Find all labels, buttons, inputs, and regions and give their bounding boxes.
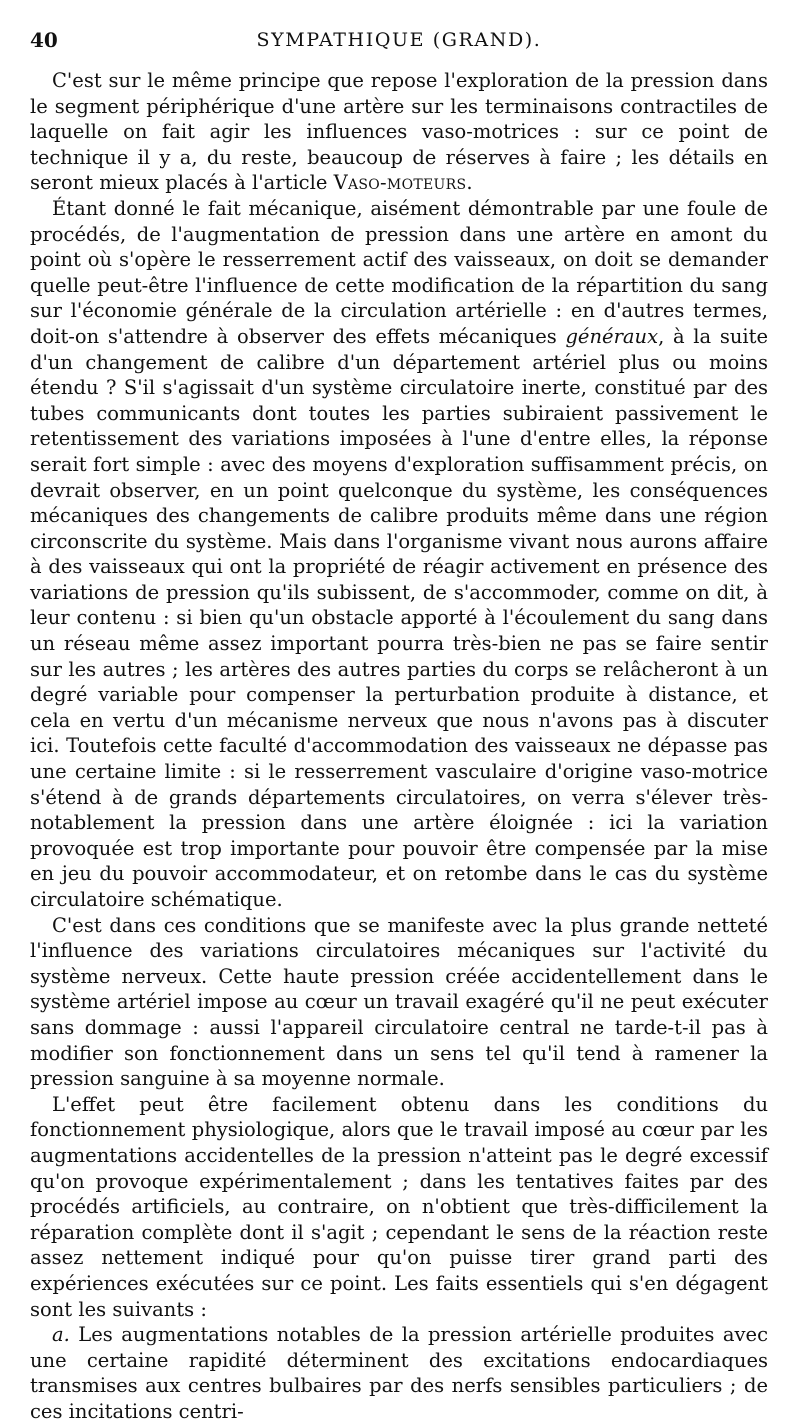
- document-page: [30, 28, 768, 1424]
- paragraph-4: L'effet peut être facilement obtenu dans les conditions du fonctionnement physiologique, alors que le travail imposé au cœur par les augmentations accidentelles de la pression n'atteint pas le degré excessif qu'on provoque expérimentalement ; dans les tentatives faites par des procédés artificiels, au contraire, on n'obtient que très-difficilement la réparation complète dont il s'agit ; cependant le sens de la réaction reste assez nettement indiqué pour qu'on puisse tirer grand parti des expériences exécutées sur ce point. Les faits essentiels qui s'en dégagent sont les suivants :: [30, 1092, 768, 1321]
- page-header: [30, 28, 768, 56]
- paragraph-2: [30, 196, 768, 913]
- paragraph-1-end: .: [466, 171, 473, 195]
- paragraph-2-text: Étant donné le fait mécanique, aisément démontrable par une foule de procédés, de l'augmentation de pression dans une artère en amont du point où s'opère le resserrement actif des vaisseaux, on doit se demander quelle peut-être l'influence de cette modification de la répartition du sang sur l'économie générale de la circulation artérielle : en d'autres termes, doit-on s'attendre à observer des effets mécaniques: [30, 196, 768, 348]
- list-label: a.: [52, 1323, 70, 1347]
- body-text: [30, 68, 768, 1424]
- article-reference: Vaso-moteurs: [333, 171, 467, 195]
- paragraph-3: C'est dans ces conditions que se manifeste avec la plus grande netteté l'influence des variations circulatoires mécaniques sur l'activité du système nerveux. Cette haute pression créée accidentellement dans le système artériel impose au cœur un travail exagéré qu'il ne peut exécuter sans dommage : aussi l'appareil circulatoire central ne tarde-t-il pas à modifier son fonctionnement dans un sens tel qu'il tend à ramener la pression sanguine à sa moyenne normale.: [30, 913, 768, 1091]
- page-number: 40: [30, 28, 58, 52]
- paragraph-1-text: C'est sur le même principe que repose l'exploration de la pression dans le segment périphérique d'une artère sur les terminaisons contractiles de laquelle on fait agir les influences vaso-motrices : sur ce point de technique il y a, du reste, beaucoup de réserves à faire ; les détails en seront mieux placés à l'article: [30, 69, 768, 195]
- paragraph-5: [30, 1322, 768, 1424]
- italic-term: généraux: [565, 324, 659, 348]
- paragraph-2-continuation: , à la suite d'un changement de calibre d'un département artériel plus ou moins étendu ? S'il s'agissait d'un système circulatoire inerte, constitué par des tubes communicants dont toutes les parties subiraient passivement le retentissement des variations imposées à l'une d'entre elles, la réponse serait fort simple : avec des moyens d'exploration suffisamment précis, on devrait observer, en un point quelconque du système, les conséquences mécaniques des changements de calibre produits même dans une région circonscrite du système. Mais dans l'organisme vivant nous aurons affaire à des vaisseaux qui ont la propriété de réagir activement en présence des variations de pression qu'ils subissent, de s'accommoder, comme on dit, à leur contenu : si bien qu'un obstacle apporté à l'écoulement du sang dans un réseau même assez important pourra très-bien ne pas se faire sentir sur les autres ; les artères des autres parties du corps se relâcheront à un degré variable pour compenser la perturbation produite à distance, et cela en vertu d'un mécanisme nerveux que nous n'avons pas à discuter ici. Toutefois cette faculté d'accommodation des vaisseaux ne dépasse pas une certaine limite : si le resserrement vasculaire d'origine vaso-motrice s'étend à de grands départements circulatoires, on verra s'élever très-notablement la pression dans une artère éloignée : ici la variation provoquée est trop importante pour pouvoir être compensée par la mise en jeu du pouvoir accommodateur, et on retombe dans le cas du système circulatoire schématique.: [30, 324, 768, 911]
- paragraph-5-text: Les augmentations notables de la pression artérielle produites avec une certaine rapidité déterminent des excitations endocardiaques transmises aux centres bulbaires par des nerfs sensibles particuliers ; de ces incitations centri-: [30, 1323, 768, 1423]
- paragraph-1: [30, 68, 768, 196]
- running-title: SYMPATHIQUE (GRAND).: [256, 29, 542, 51]
